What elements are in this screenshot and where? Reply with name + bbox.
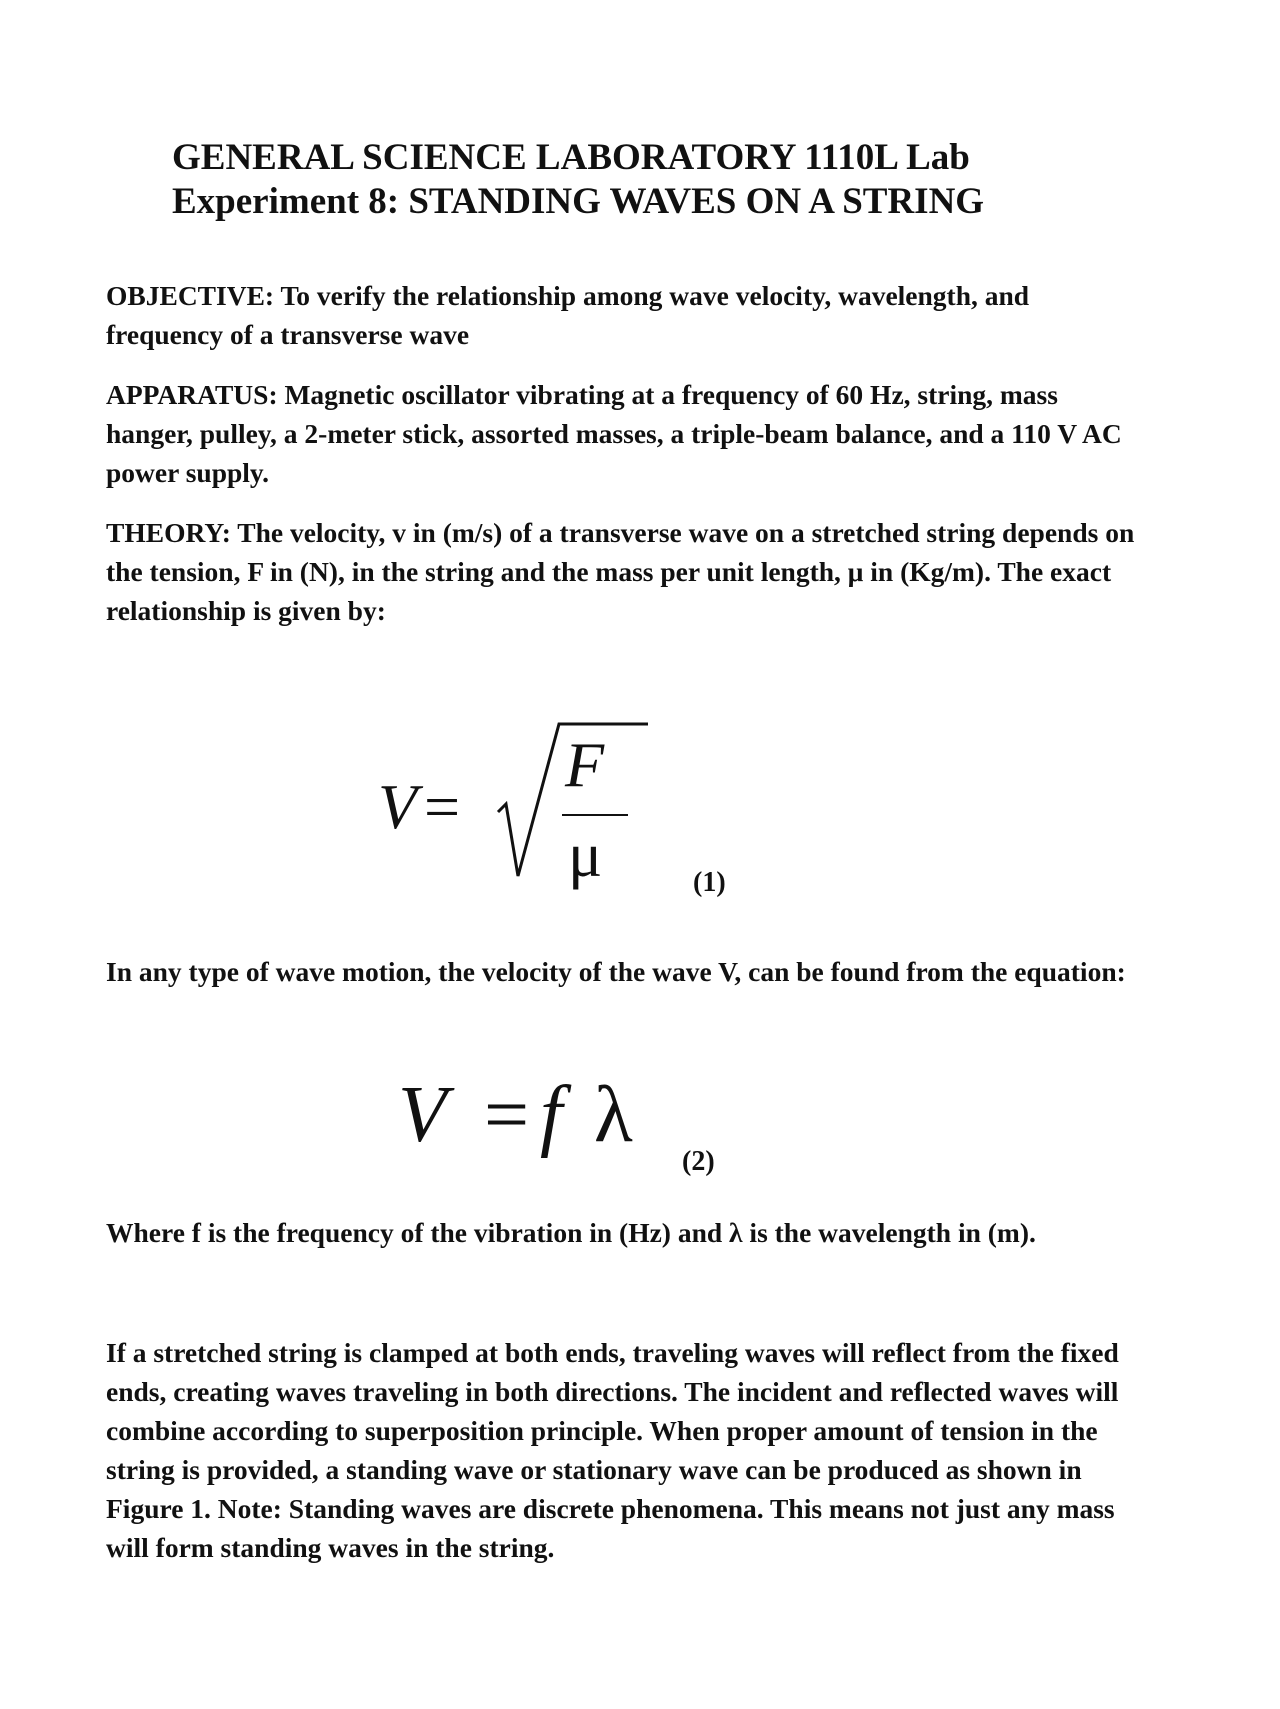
standing-line-6: will form standing waves in the string. bbox=[106, 1532, 555, 1563]
apparatus-line-3: power supply. bbox=[106, 457, 270, 488]
theory-line-1: THEORY: The velocity, v in (m/s) of a transverse wave on a stretched string depends on bbox=[106, 517, 1135, 548]
eq2-lhs: V bbox=[398, 1071, 447, 1159]
apparatus-line-1: APPARATUS: Magnetic oscillator vibrating at a frequency of 60 Hz, string, mass bbox=[106, 379, 1058, 410]
eq2-equals: = bbox=[484, 1071, 530, 1159]
theory-line-2: the tension, F in (N), in the string and the mass per unit length, μ in (Kg/m). The exact bbox=[106, 556, 1112, 587]
title-line-1: GENERAL SCIENCE LABORATORY 1110L Lab bbox=[172, 137, 970, 178]
objective-line-2: frequency of a transverse wave bbox=[106, 319, 470, 350]
standing-line-2: ends, creating waves traveling in both directions. The incident and reflected waves will bbox=[106, 1376, 1119, 1407]
standing-line-4: string is provided, a standing wave or stationary wave can be produced as shown in bbox=[106, 1454, 1082, 1485]
where-sentence: Where f is the frequency of the vibration in (Hz) and λ is the wavelength in (m). bbox=[106, 1217, 1036, 1248]
eq1-number: (1) bbox=[693, 867, 726, 898]
eq1-numerator: F bbox=[565, 729, 605, 800]
eq1-equals: = bbox=[424, 771, 461, 842]
eq2-number: (2) bbox=[682, 1146, 715, 1177]
eq2-lambda: λ bbox=[594, 1071, 633, 1159]
standing-line-5: Figure 1. Note: Standing waves are discrete phenomena. This means not just any mass bbox=[106, 1493, 1115, 1524]
standing-line-1: If a stretched string is clamped at both ends, traveling waves will reflect from the fixed bbox=[106, 1337, 1119, 1368]
standing-waves-paragraph bbox=[106, 1333, 1226, 1567]
wave-motion-sentence: In any type of wave motion, the velocity of the wave V, can be found from the equation: bbox=[106, 956, 1126, 987]
objective-line-1: OBJECTIVE: To verify the relationship among wave velocity, wavelength, and bbox=[106, 280, 1030, 311]
eq1-denominator: μ bbox=[568, 819, 603, 890]
title-line-2: Experiment 8: STANDING WAVES ON A STRING bbox=[172, 181, 985, 222]
standing-line-3: combine according to superposition principle. When proper amount of tension in the bbox=[106, 1415, 1098, 1446]
eq1-lhs: V bbox=[378, 771, 418, 842]
theory-line-3: relationship is given by: bbox=[106, 595, 386, 626]
apparatus-line-2: hanger, pulley, a 2-meter stick, assorted masses, a triple-beam balance, and a 110 V AC bbox=[106, 418, 1122, 449]
eq2-f: f bbox=[540, 1071, 563, 1159]
